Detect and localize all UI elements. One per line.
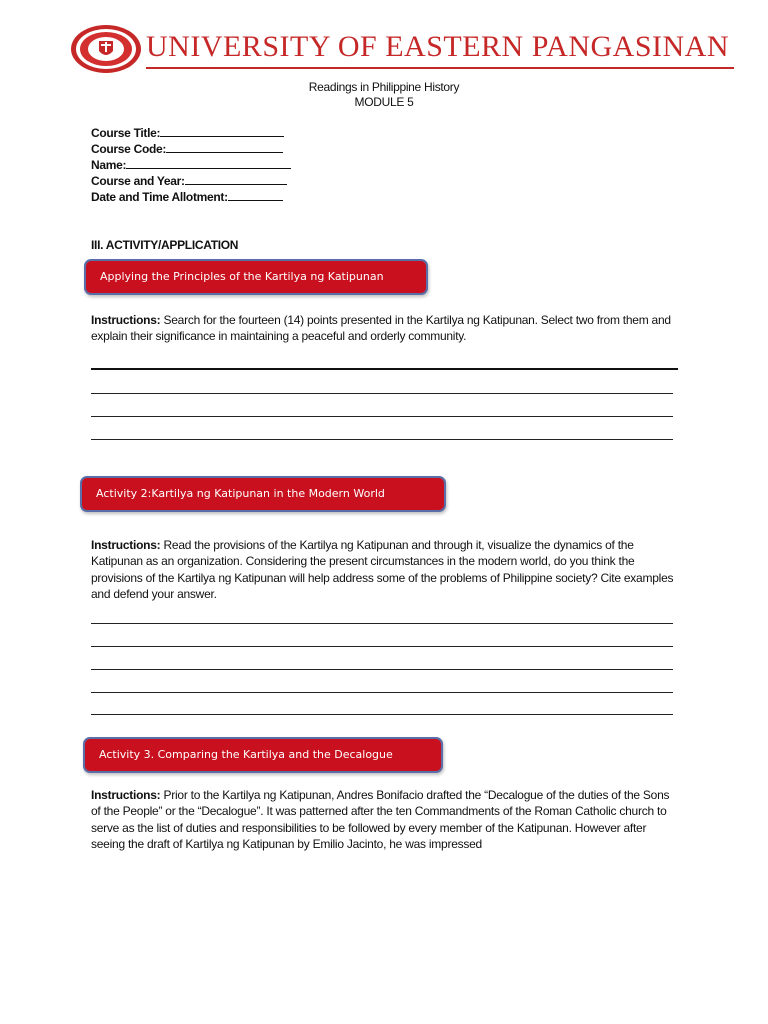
fill-in-blank[interactable] (160, 125, 284, 137)
info-field-label: Course Code: (91, 142, 167, 156)
fill-in-blank[interactable] (166, 141, 283, 153)
info-field-course-year[interactable] (91, 173, 291, 189)
info-field-course-title[interactable] (91, 125, 291, 141)
activity-1-instructions (91, 312, 681, 345)
info-field-label: Name: (91, 158, 127, 172)
fill-in-blank[interactable] (185, 173, 287, 185)
instructions-text: Prior to the Kartilya ng Katipunan, Andres Bonifacio drafted the “Decalogue of the duties of the Sons of the People” or the “Decalogue”. It was patterned after the ten Commandments of the Roman Catholic church to serve as the list of duties and responsibilities to be followed by every member of the Katipunan. However after seeing the draft of Kartilya ng Katipunan by Emilio Jacinto, he was impressed (91, 788, 670, 851)
info-field-label: Date and Time Allotment: (91, 190, 228, 204)
info-field-course-code[interactable] (91, 141, 291, 157)
info-field-date-time[interactable] (91, 189, 291, 205)
instructions-label: Instructions: (91, 313, 161, 327)
instructions-text: Read the provisions of the Kartilya ng Katipunan and through it, visualize the dynamics of the Katipunan as an organization. Considering the present circumstances in the modern world, do you think the provisions of the Kartilya ng Katipunan will help address some of the problems of Philippine society? Cite examples and defend your answer. (91, 538, 674, 601)
instructions-text: Search for the fourteen (14) points presented in the Kartilya ng Katipunan. Select two from them and explain their significance in maintaining a peaceful and orderly community. (91, 313, 671, 344)
instructions-label: Instructions: (91, 538, 161, 552)
info-field-label: Course Title: (91, 126, 161, 140)
answer-line[interactable] (91, 439, 673, 440)
answer-line[interactable] (91, 368, 678, 370)
answer-line[interactable] (91, 714, 673, 715)
activity-3-instructions (91, 787, 681, 852)
answer-line[interactable] (91, 646, 673, 647)
answer-line[interactable] (91, 393, 673, 394)
info-field-name[interactable] (91, 157, 291, 173)
section-heading: III. ACTIVITY/APPLICATION (91, 238, 239, 252)
activity-3-banner: Activity 3. Comparing the Kartilya and the Decalogue (83, 737, 443, 773)
activity-1-banner: Applying the Principles of the Kartilya ng Katipunan (84, 259, 428, 295)
answer-line[interactable] (91, 416, 673, 417)
fill-in-blank[interactable] (126, 157, 291, 169)
course-title-heading: Readings in Philippine History (308, 80, 460, 94)
instructions-label: Instructions: (91, 788, 161, 802)
university-seal-icon (70, 24, 142, 74)
fill-in-blank[interactable] (228, 189, 283, 201)
activity-2-instructions (91, 537, 681, 602)
info-field-label: Course and Year: (91, 174, 185, 188)
university-header (70, 24, 734, 74)
module-heading: MODULE 5 (354, 95, 414, 109)
student-info-fields (91, 125, 291, 205)
header-divider (146, 67, 734, 69)
activity-2-banner: Activity 2:Kartilya ng Katipunan in the Modern World (80, 476, 446, 512)
answer-line[interactable] (91, 669, 673, 670)
university-name: UNIVERSITY OF EASTERN PANGASINAN (146, 30, 729, 63)
answer-line[interactable] (91, 692, 673, 693)
answer-line[interactable] (91, 623, 673, 624)
